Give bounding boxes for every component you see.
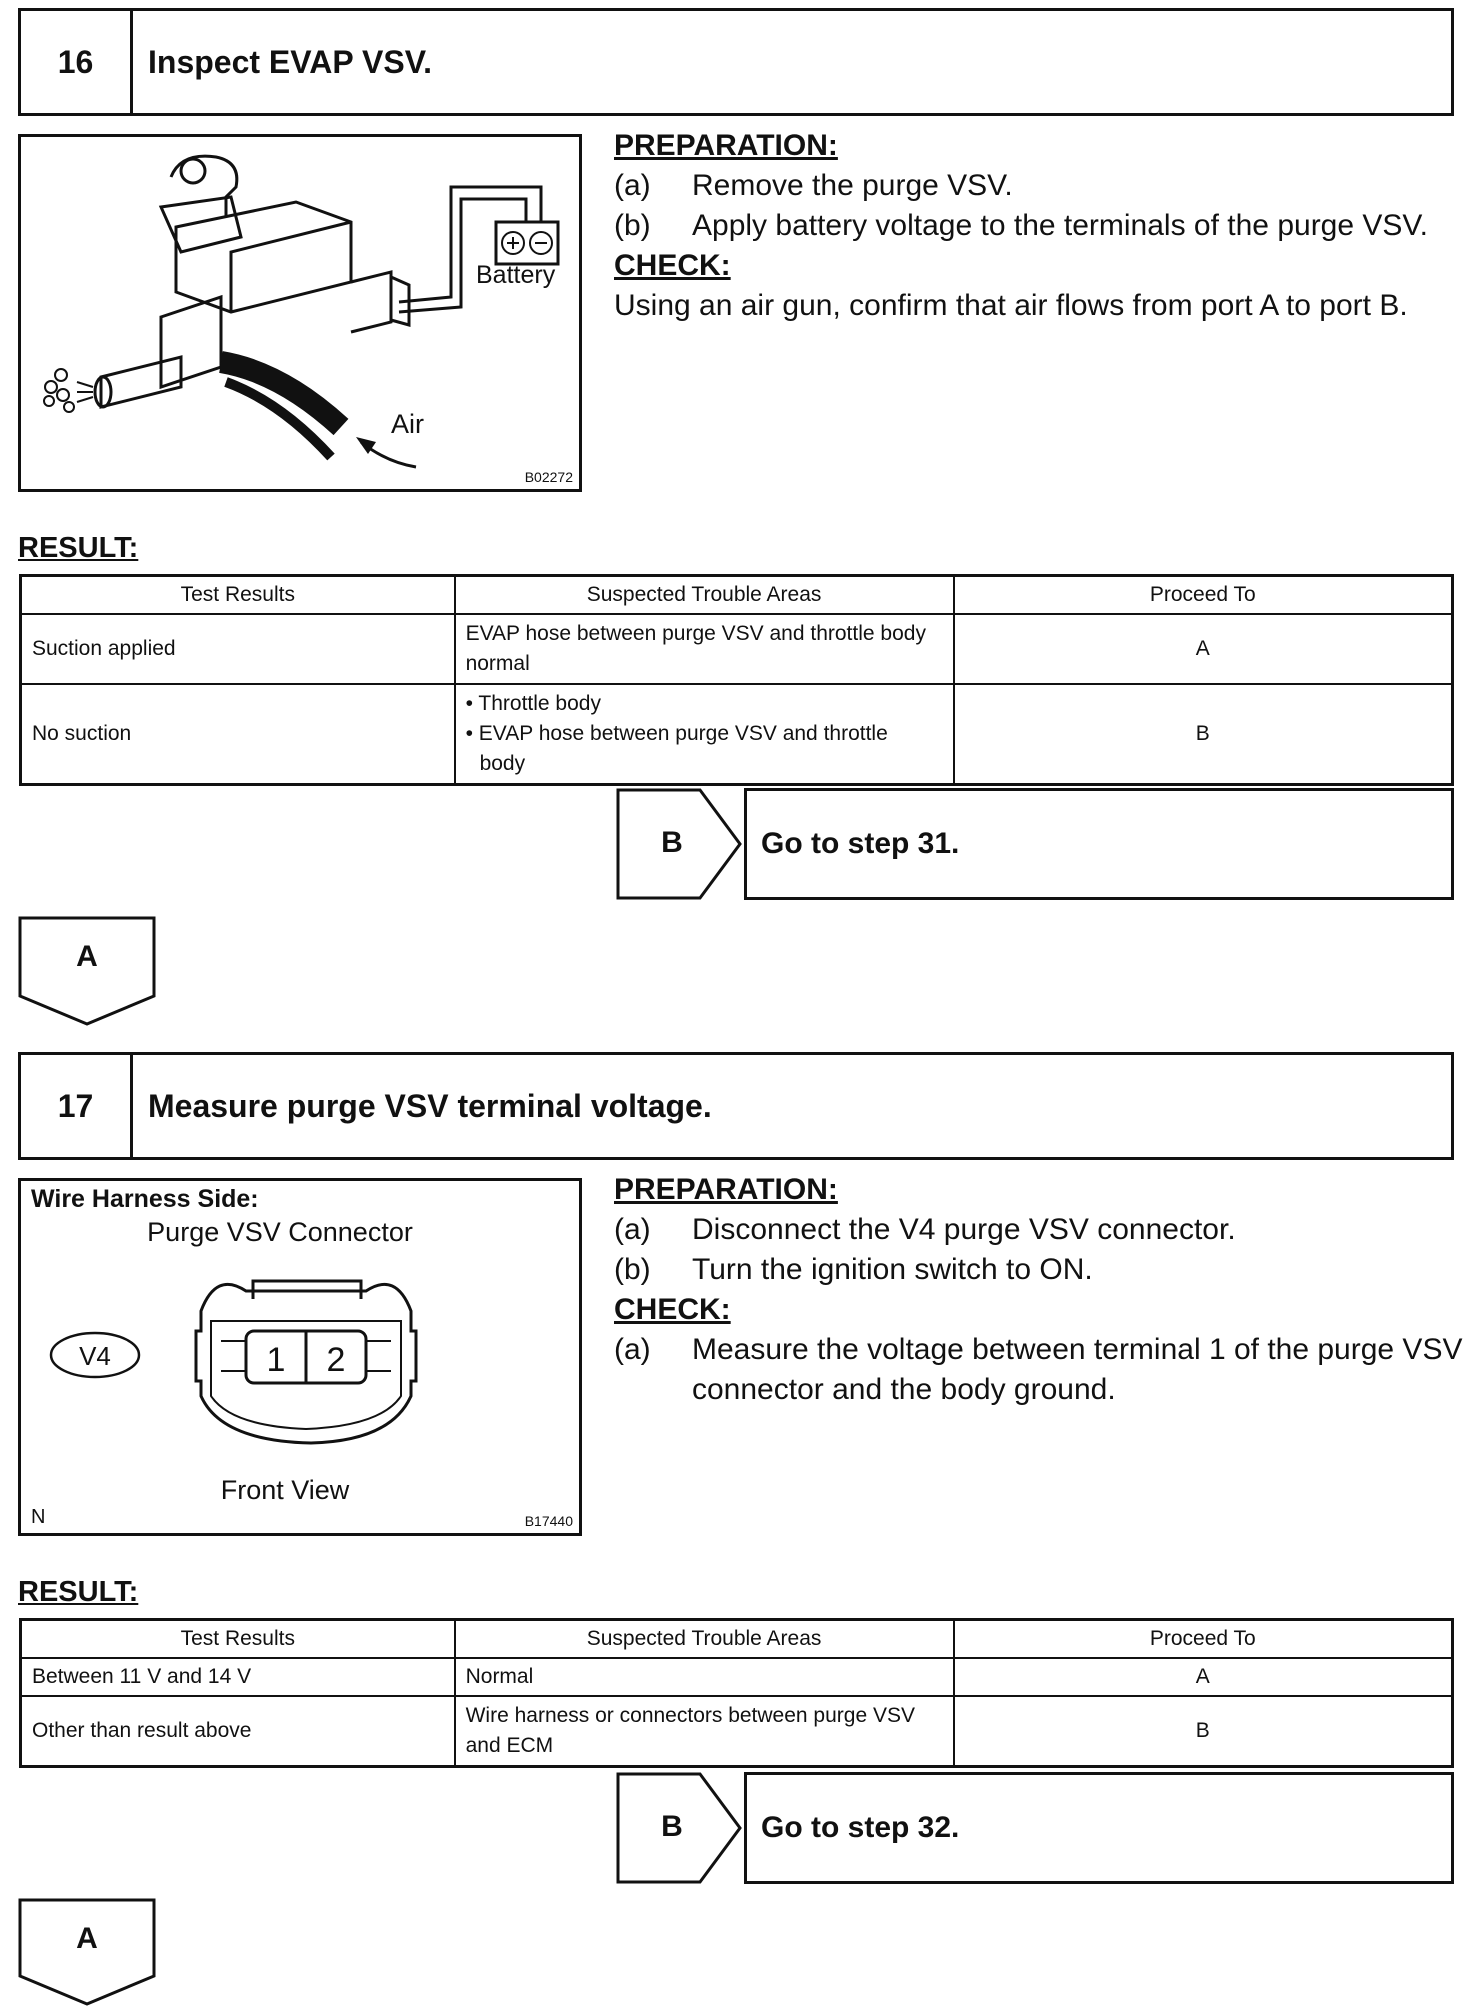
step-title: Inspect EVAP VSV. <box>148 43 432 80</box>
check-heading: CHECK: <box>614 1293 731 1326</box>
branch-b-label: B <box>661 1810 683 1843</box>
table-header-row: Test Results Suspected Trouble Areas Proceed To <box>21 1620 1453 1658</box>
branch-a-label: A <box>76 1922 98 1955</box>
pin-2: 2 <box>326 1341 346 1379</box>
evap-vsv-illustration <box>21 137 579 489</box>
purge-vsv-connector-figure <box>18 1178 582 1536</box>
table-row: Between 11 V and 14 V Normal A <box>21 1658 1453 1696</box>
result-label: RESULT: <box>18 1576 139 1608</box>
goto-step-31[interactable]: Go to step 31. <box>744 788 1454 900</box>
connector-id: V4 <box>79 1341 111 1371</box>
check-heading: CHECK: <box>614 249 731 282</box>
branch-b-label: B <box>661 826 683 859</box>
step-16-header <box>18 8 1454 116</box>
figure-code: B02272 <box>524 469 573 485</box>
step-17-instructions <box>614 1170 1464 1410</box>
corner-n: N <box>31 1506 46 1528</box>
preparation-item: (a) Disconnect the V4 purge VSV connector. <box>614 1213 1236 1246</box>
evap-vsv-figure <box>18 134 582 492</box>
step-number: 16 <box>21 11 133 113</box>
wire-harness-label: Wire Harness Side: <box>31 1185 259 1213</box>
step-17-header <box>18 1052 1454 1160</box>
goto-step-32[interactable]: Go to step 32. <box>744 1772 1454 1884</box>
front-view-label: Front View <box>220 1475 350 1505</box>
preparation-heading: PREPARATION: <box>614 129 838 162</box>
step-16-result-table <box>19 574 1454 786</box>
branch-a-label: A <box>76 940 98 973</box>
figure-code: B17440 <box>524 1513 573 1529</box>
check-text: Using an air gun, confirm that air flows from port A to port B. <box>614 289 1408 322</box>
table-row: Other than result above Wire harness or connectors between purge VSV and ECM B <box>21 1696 1453 1767</box>
result-label: RESULT: <box>18 532 139 564</box>
step-16-instructions <box>614 126 1464 326</box>
air-label: Air <box>391 409 424 439</box>
table-row: Suction applied EVAP hose between purge VSV and throttle body normal A <box>21 614 1453 684</box>
preparation-heading: PREPARATION: <box>614 1173 838 1206</box>
battery-label: Battery <box>476 261 556 289</box>
check-item: (a) Measure the voltage between terminal 1 of the purge VSV connector and the body ground. <box>614 1333 1463 1406</box>
preparation-item: (a) Remove the purge VSV. <box>614 169 1013 202</box>
step-17-result-table <box>19 1618 1454 1768</box>
step-title: Measure purge VSV terminal voltage. <box>148 1087 712 1124</box>
pin-1: 1 <box>266 1341 286 1379</box>
connector-name: Purge VSV Connector <box>147 1217 413 1247</box>
step-number: 17 <box>21 1055 133 1157</box>
preparation-item: (b) Apply battery voltage to the terminals of the purge VSV. <box>614 209 1428 242</box>
preparation-item: (b) Turn the ignition switch to ON. <box>614 1253 1093 1286</box>
table-header-row: Test Results Suspected Trouble Areas Proceed To <box>21 576 1453 614</box>
table-row: No suction • Throttle body • EVAP hose between purge VSV and throttle body B <box>21 684 1453 785</box>
